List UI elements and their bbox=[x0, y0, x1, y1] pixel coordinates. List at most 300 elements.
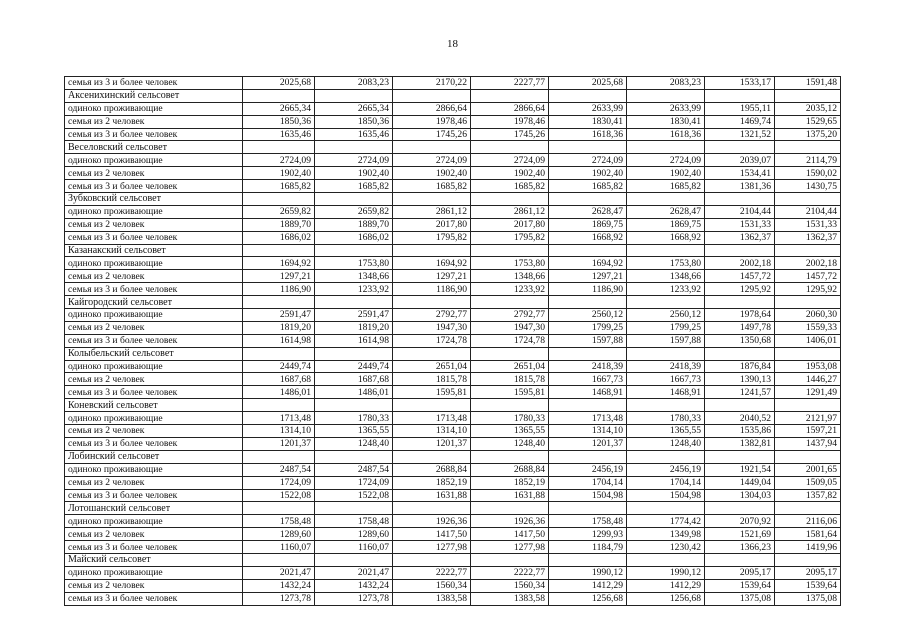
value-cell: 2628,47 bbox=[627, 205, 705, 218]
empty-cell bbox=[627, 141, 705, 154]
value-cell: 2039,07 bbox=[705, 154, 775, 167]
value-cell: 2449,74 bbox=[243, 360, 315, 373]
value-cell: 1321,52 bbox=[705, 128, 775, 141]
value-cell: 2724,09 bbox=[471, 154, 549, 167]
table-row bbox=[65, 205, 841, 218]
value-cell: 1432,24 bbox=[315, 579, 393, 592]
value-cell: 1990,12 bbox=[627, 566, 705, 579]
table-row bbox=[65, 218, 841, 231]
value-cell: 1201,37 bbox=[393, 437, 471, 450]
value-cell: 1412,29 bbox=[549, 579, 627, 592]
empty-cell bbox=[627, 450, 705, 463]
empty-cell bbox=[471, 553, 549, 566]
empty-cell bbox=[393, 89, 471, 102]
empty-cell bbox=[315, 193, 393, 206]
value-cell: 1597,21 bbox=[775, 425, 841, 438]
empty-cell bbox=[549, 399, 627, 412]
row-label: семья из 2 человек bbox=[65, 167, 243, 180]
value-cell: 1291,49 bbox=[775, 386, 841, 399]
value-cell: 1902,40 bbox=[243, 167, 315, 180]
value-cell: 2688,84 bbox=[393, 463, 471, 476]
value-cell: 1758,48 bbox=[315, 515, 393, 528]
value-cell: 1383,58 bbox=[393, 592, 471, 605]
value-cell: 1248,40 bbox=[315, 437, 393, 450]
page-number: 18 bbox=[447, 38, 458, 50]
value-cell: 1978,46 bbox=[471, 115, 549, 128]
empty-cell bbox=[315, 347, 393, 360]
value-cell: 1186,90 bbox=[393, 283, 471, 296]
section-title: Коневский сельсовет bbox=[65, 399, 243, 412]
value-cell: 1631,88 bbox=[471, 489, 549, 502]
row-label: семья из 3 и более человек bbox=[65, 334, 243, 347]
value-cell: 1926,36 bbox=[471, 515, 549, 528]
value-cell: 1614,98 bbox=[243, 334, 315, 347]
empty-cell bbox=[471, 450, 549, 463]
value-cell: 2487,54 bbox=[315, 463, 393, 476]
value-cell: 2659,82 bbox=[315, 205, 393, 218]
value-cell: 1795,82 bbox=[471, 231, 549, 244]
value-cell: 2060,30 bbox=[775, 309, 841, 322]
section-row bbox=[65, 399, 841, 412]
value-cell: 1597,88 bbox=[549, 334, 627, 347]
value-cell: 1160,07 bbox=[315, 541, 393, 554]
value-cell: 1486,01 bbox=[315, 386, 393, 399]
row-label: семья из 2 человек bbox=[65, 579, 243, 592]
value-cell: 1233,92 bbox=[315, 283, 393, 296]
table-row bbox=[65, 115, 841, 128]
row-label: семья из 3 и более человек bbox=[65, 128, 243, 141]
table-row bbox=[65, 360, 841, 373]
value-cell: 2724,09 bbox=[243, 154, 315, 167]
value-cell: 1694,92 bbox=[393, 257, 471, 270]
value-cell: 1597,88 bbox=[627, 334, 705, 347]
value-cell: 1201,37 bbox=[549, 437, 627, 450]
empty-cell bbox=[243, 502, 315, 515]
value-cell: 1383,58 bbox=[471, 592, 549, 605]
value-cell: 1631,88 bbox=[393, 489, 471, 502]
section-title: Лобинский сельсовет bbox=[65, 450, 243, 463]
empty-cell bbox=[549, 141, 627, 154]
value-cell: 2633,99 bbox=[549, 102, 627, 115]
value-cell: 1289,60 bbox=[243, 528, 315, 541]
value-cell: 1539,64 bbox=[705, 579, 775, 592]
empty-cell bbox=[243, 193, 315, 206]
empty-cell bbox=[775, 296, 841, 309]
value-cell: 1685,82 bbox=[627, 180, 705, 193]
value-cell: 1186,90 bbox=[549, 283, 627, 296]
table-row bbox=[65, 425, 841, 438]
empty-cell bbox=[627, 553, 705, 566]
value-cell: 1248,40 bbox=[471, 437, 549, 450]
empty-cell bbox=[549, 296, 627, 309]
empty-cell bbox=[393, 553, 471, 566]
table-row bbox=[65, 437, 841, 450]
table-row bbox=[65, 592, 841, 605]
value-cell: 1724,78 bbox=[393, 334, 471, 347]
value-cell: 1852,19 bbox=[393, 476, 471, 489]
value-cell: 1273,78 bbox=[315, 592, 393, 605]
table-row bbox=[65, 334, 841, 347]
value-cell: 1753,80 bbox=[471, 257, 549, 270]
value-cell: 1350,68 bbox=[705, 334, 775, 347]
value-cell: 2456,19 bbox=[549, 463, 627, 476]
value-cell: 1486,01 bbox=[243, 386, 315, 399]
empty-cell bbox=[243, 244, 315, 257]
value-cell: 1724,09 bbox=[315, 476, 393, 489]
value-cell: 1780,33 bbox=[471, 412, 549, 425]
value-cell: 2591,47 bbox=[243, 309, 315, 322]
table-row bbox=[65, 528, 841, 541]
value-cell: 1449,04 bbox=[705, 476, 775, 489]
value-cell: 2560,12 bbox=[627, 309, 705, 322]
value-cell: 1559,33 bbox=[775, 321, 841, 334]
empty-cell bbox=[627, 193, 705, 206]
value-cell: 2121,97 bbox=[775, 412, 841, 425]
empty-cell bbox=[705, 399, 775, 412]
empty-cell bbox=[775, 399, 841, 412]
table-row bbox=[65, 476, 841, 489]
value-cell: 1618,36 bbox=[627, 128, 705, 141]
value-cell: 1457,72 bbox=[705, 270, 775, 283]
row-label: одиноко проживающие bbox=[65, 463, 243, 476]
empty-cell bbox=[243, 347, 315, 360]
row-label: семья из 2 человек bbox=[65, 528, 243, 541]
value-cell: 1534,41 bbox=[705, 167, 775, 180]
empty-cell bbox=[775, 553, 841, 566]
value-cell: 1685,82 bbox=[393, 180, 471, 193]
empty-cell bbox=[705, 296, 775, 309]
value-cell: 1850,36 bbox=[315, 115, 393, 128]
value-cell: 1256,68 bbox=[627, 592, 705, 605]
value-cell: 2104,44 bbox=[705, 205, 775, 218]
empty-cell bbox=[315, 296, 393, 309]
value-cell: 1668,92 bbox=[549, 231, 627, 244]
table-row bbox=[65, 270, 841, 283]
value-cell: 1889,70 bbox=[243, 218, 315, 231]
value-cell: 2116,06 bbox=[775, 515, 841, 528]
empty-cell bbox=[549, 553, 627, 566]
value-cell: 1560,34 bbox=[393, 579, 471, 592]
value-cell: 2724,09 bbox=[549, 154, 627, 167]
value-cell: 1687,68 bbox=[243, 373, 315, 386]
table-row bbox=[65, 154, 841, 167]
value-cell: 1745,26 bbox=[393, 128, 471, 141]
value-cell: 1522,08 bbox=[315, 489, 393, 502]
value-cell: 2866,64 bbox=[471, 102, 549, 115]
value-cell: 1830,41 bbox=[549, 115, 627, 128]
value-cell: 2083,23 bbox=[315, 77, 393, 90]
section-row bbox=[65, 296, 841, 309]
table-row bbox=[65, 489, 841, 502]
value-cell: 1595,81 bbox=[471, 386, 549, 399]
value-cell: 1529,65 bbox=[775, 115, 841, 128]
empty-cell bbox=[315, 450, 393, 463]
value-cell: 1295,92 bbox=[705, 283, 775, 296]
value-cell: 1780,33 bbox=[315, 412, 393, 425]
row-label: одиноко проживающие bbox=[65, 154, 243, 167]
table-row bbox=[65, 128, 841, 141]
value-cell: 1375,08 bbox=[775, 592, 841, 605]
value-cell: 1365,55 bbox=[315, 425, 393, 438]
value-cell: 1362,37 bbox=[775, 231, 841, 244]
value-cell: 1618,36 bbox=[549, 128, 627, 141]
row-label: семья из 2 человек bbox=[65, 476, 243, 489]
value-cell: 2792,77 bbox=[393, 309, 471, 322]
value-cell: 1297,21 bbox=[243, 270, 315, 283]
value-cell: 1686,02 bbox=[315, 231, 393, 244]
value-cell: 1382,81 bbox=[705, 437, 775, 450]
value-cell: 1902,40 bbox=[549, 167, 627, 180]
value-cell: 1390,13 bbox=[705, 373, 775, 386]
value-cell: 2021,47 bbox=[243, 566, 315, 579]
table-row bbox=[65, 77, 841, 90]
value-cell: 1590,02 bbox=[775, 167, 841, 180]
section-row bbox=[65, 141, 841, 154]
value-cell: 1869,75 bbox=[627, 218, 705, 231]
empty-cell bbox=[775, 347, 841, 360]
empty-cell bbox=[393, 502, 471, 515]
value-cell: 2665,34 bbox=[243, 102, 315, 115]
value-cell: 1504,98 bbox=[627, 489, 705, 502]
row-label: семья из 2 человек bbox=[65, 115, 243, 128]
row-label: семья из 3 и более человек bbox=[65, 180, 243, 193]
value-cell: 1297,21 bbox=[393, 270, 471, 283]
empty-cell bbox=[393, 347, 471, 360]
row-label: одиноко проживающие bbox=[65, 566, 243, 579]
table-body bbox=[65, 77, 841, 606]
section-title: Казанакский сельсовет bbox=[65, 244, 243, 257]
value-cell: 1581,64 bbox=[775, 528, 841, 541]
value-cell: 1533,17 bbox=[705, 77, 775, 90]
value-cell: 1947,30 bbox=[471, 321, 549, 334]
value-cell: 1539,64 bbox=[775, 579, 841, 592]
value-cell: 1926,36 bbox=[393, 515, 471, 528]
value-cell: 1314,10 bbox=[393, 425, 471, 438]
section-row bbox=[65, 244, 841, 257]
value-cell: 1248,40 bbox=[627, 437, 705, 450]
empty-cell bbox=[471, 502, 549, 515]
row-label: семья из 3 и более человек bbox=[65, 77, 243, 90]
empty-cell bbox=[471, 89, 549, 102]
value-cell: 1745,26 bbox=[471, 128, 549, 141]
section-title: Зубковский сельсовет bbox=[65, 193, 243, 206]
value-cell: 2418,39 bbox=[549, 360, 627, 373]
value-cell: 2651,04 bbox=[393, 360, 471, 373]
value-cell: 2025,68 bbox=[243, 77, 315, 90]
empty-cell bbox=[243, 89, 315, 102]
row-label: семья из 3 и более человек bbox=[65, 283, 243, 296]
value-cell: 1774,42 bbox=[627, 515, 705, 528]
value-cell: 1437,94 bbox=[775, 437, 841, 450]
empty-cell bbox=[243, 450, 315, 463]
value-cell: 1468,91 bbox=[627, 386, 705, 399]
empty-cell bbox=[705, 89, 775, 102]
value-cell: 1469,74 bbox=[705, 115, 775, 128]
value-cell: 1819,20 bbox=[243, 321, 315, 334]
row-label: одиноко проживающие bbox=[65, 205, 243, 218]
value-cell: 1160,07 bbox=[243, 541, 315, 554]
value-cell: 1758,48 bbox=[549, 515, 627, 528]
value-cell: 1902,40 bbox=[627, 167, 705, 180]
value-cell: 1595,81 bbox=[393, 386, 471, 399]
empty-cell bbox=[549, 193, 627, 206]
value-cell: 1724,09 bbox=[243, 476, 315, 489]
section-title: Веселовский сельсовет bbox=[65, 141, 243, 154]
row-label: семья из 2 человек bbox=[65, 373, 243, 386]
value-cell: 2002,18 bbox=[705, 257, 775, 270]
value-cell: 1357,82 bbox=[775, 489, 841, 502]
table-row bbox=[65, 412, 841, 425]
empty-cell bbox=[243, 399, 315, 412]
value-cell: 1713,48 bbox=[549, 412, 627, 425]
value-cell: 2861,12 bbox=[393, 205, 471, 218]
row-label: одиноко проживающие bbox=[65, 257, 243, 270]
empty-cell bbox=[315, 244, 393, 257]
empty-cell bbox=[471, 244, 549, 257]
value-cell: 1799,25 bbox=[627, 321, 705, 334]
value-cell: 1277,98 bbox=[471, 541, 549, 554]
value-cell: 1902,40 bbox=[471, 167, 549, 180]
empty-cell bbox=[471, 193, 549, 206]
value-cell: 2095,17 bbox=[705, 566, 775, 579]
table-row bbox=[65, 515, 841, 528]
value-cell: 1233,92 bbox=[627, 283, 705, 296]
value-cell: 2591,47 bbox=[315, 309, 393, 322]
empty-cell bbox=[471, 296, 549, 309]
row-label: семья из 3 и более человек bbox=[65, 592, 243, 605]
value-cell: 1635,46 bbox=[243, 128, 315, 141]
value-cell: 1850,36 bbox=[243, 115, 315, 128]
value-cell: 1694,92 bbox=[243, 257, 315, 270]
empty-cell bbox=[627, 244, 705, 257]
empty-cell bbox=[627, 347, 705, 360]
value-cell: 1953,08 bbox=[775, 360, 841, 373]
value-cell: 1366,23 bbox=[705, 541, 775, 554]
value-cell: 1509,05 bbox=[775, 476, 841, 489]
value-cell: 1289,60 bbox=[315, 528, 393, 541]
value-cell: 2170,22 bbox=[393, 77, 471, 90]
row-label: одиноко проживающие bbox=[65, 102, 243, 115]
value-cell: 2070,92 bbox=[705, 515, 775, 528]
row-label: одиноко проживающие bbox=[65, 360, 243, 373]
row-label: семья из 3 и более человек bbox=[65, 437, 243, 450]
empty-cell bbox=[705, 141, 775, 154]
table-row bbox=[65, 566, 841, 579]
value-cell: 1375,20 bbox=[775, 128, 841, 141]
empty-cell bbox=[705, 244, 775, 257]
value-cell: 1375,08 bbox=[705, 592, 775, 605]
table-row bbox=[65, 180, 841, 193]
value-cell: 1241,57 bbox=[705, 386, 775, 399]
value-cell: 1277,98 bbox=[393, 541, 471, 554]
value-cell: 1876,84 bbox=[705, 360, 775, 373]
value-cell: 1902,40 bbox=[315, 167, 393, 180]
section-row bbox=[65, 89, 841, 102]
value-cell: 2227,77 bbox=[471, 77, 549, 90]
empty-cell bbox=[393, 399, 471, 412]
value-cell: 1381,36 bbox=[705, 180, 775, 193]
value-cell: 1921,54 bbox=[705, 463, 775, 476]
value-cell: 1685,82 bbox=[549, 180, 627, 193]
empty-cell bbox=[243, 296, 315, 309]
value-cell: 1348,66 bbox=[471, 270, 549, 283]
value-cell: 1446,27 bbox=[775, 373, 841, 386]
value-cell: 2222,77 bbox=[471, 566, 549, 579]
empty-cell bbox=[393, 450, 471, 463]
value-cell: 2724,09 bbox=[627, 154, 705, 167]
value-cell: 1201,37 bbox=[243, 437, 315, 450]
table-row bbox=[65, 309, 841, 322]
empty-cell bbox=[627, 296, 705, 309]
value-cell: 1304,03 bbox=[705, 489, 775, 502]
empty-cell bbox=[627, 399, 705, 412]
table-row bbox=[65, 386, 841, 399]
value-cell: 1902,40 bbox=[393, 167, 471, 180]
value-cell: 1430,75 bbox=[775, 180, 841, 193]
value-cell: 1531,33 bbox=[705, 218, 775, 231]
value-cell: 2651,04 bbox=[471, 360, 549, 373]
empty-cell bbox=[705, 347, 775, 360]
value-cell: 1819,20 bbox=[315, 321, 393, 334]
table-row bbox=[65, 102, 841, 115]
row-label: семья из 2 человек bbox=[65, 425, 243, 438]
empty-cell bbox=[393, 296, 471, 309]
empty-cell bbox=[549, 244, 627, 257]
table-row bbox=[65, 257, 841, 270]
empty-cell bbox=[549, 347, 627, 360]
empty-cell bbox=[627, 89, 705, 102]
value-cell: 2025,68 bbox=[549, 77, 627, 90]
value-cell: 1297,21 bbox=[549, 270, 627, 283]
value-cell: 2449,74 bbox=[315, 360, 393, 373]
tariff-table bbox=[64, 76, 841, 606]
value-cell: 1704,14 bbox=[549, 476, 627, 489]
section-row bbox=[65, 553, 841, 566]
empty-cell bbox=[243, 553, 315, 566]
value-cell: 1504,98 bbox=[549, 489, 627, 502]
value-cell: 1978,46 bbox=[393, 115, 471, 128]
section-title: Колыбельский сельсовет bbox=[65, 347, 243, 360]
value-cell: 1362,37 bbox=[705, 231, 775, 244]
value-cell: 1432,24 bbox=[243, 579, 315, 592]
empty-cell bbox=[775, 193, 841, 206]
value-cell: 1273,78 bbox=[243, 592, 315, 605]
value-cell: 1412,29 bbox=[627, 579, 705, 592]
empty-cell bbox=[243, 141, 315, 154]
value-cell: 1685,82 bbox=[243, 180, 315, 193]
value-cell: 1713,48 bbox=[393, 412, 471, 425]
value-cell: 2866,64 bbox=[393, 102, 471, 115]
empty-cell bbox=[471, 141, 549, 154]
table-row bbox=[65, 167, 841, 180]
value-cell: 1295,92 bbox=[775, 283, 841, 296]
empty-cell bbox=[775, 141, 841, 154]
value-cell: 1724,78 bbox=[471, 334, 549, 347]
row-label: семья из 2 человек bbox=[65, 270, 243, 283]
value-cell: 1667,73 bbox=[549, 373, 627, 386]
empty-cell bbox=[315, 399, 393, 412]
value-cell: 2002,18 bbox=[775, 257, 841, 270]
value-cell: 1852,19 bbox=[471, 476, 549, 489]
value-cell: 1417,50 bbox=[471, 528, 549, 541]
row-label: семья из 3 и более человек bbox=[65, 489, 243, 502]
value-cell: 1795,82 bbox=[393, 231, 471, 244]
value-cell: 1406,01 bbox=[775, 334, 841, 347]
value-cell: 2104,44 bbox=[775, 205, 841, 218]
empty-cell bbox=[775, 502, 841, 515]
empty-cell bbox=[315, 141, 393, 154]
row-label: семья из 2 человек bbox=[65, 321, 243, 334]
